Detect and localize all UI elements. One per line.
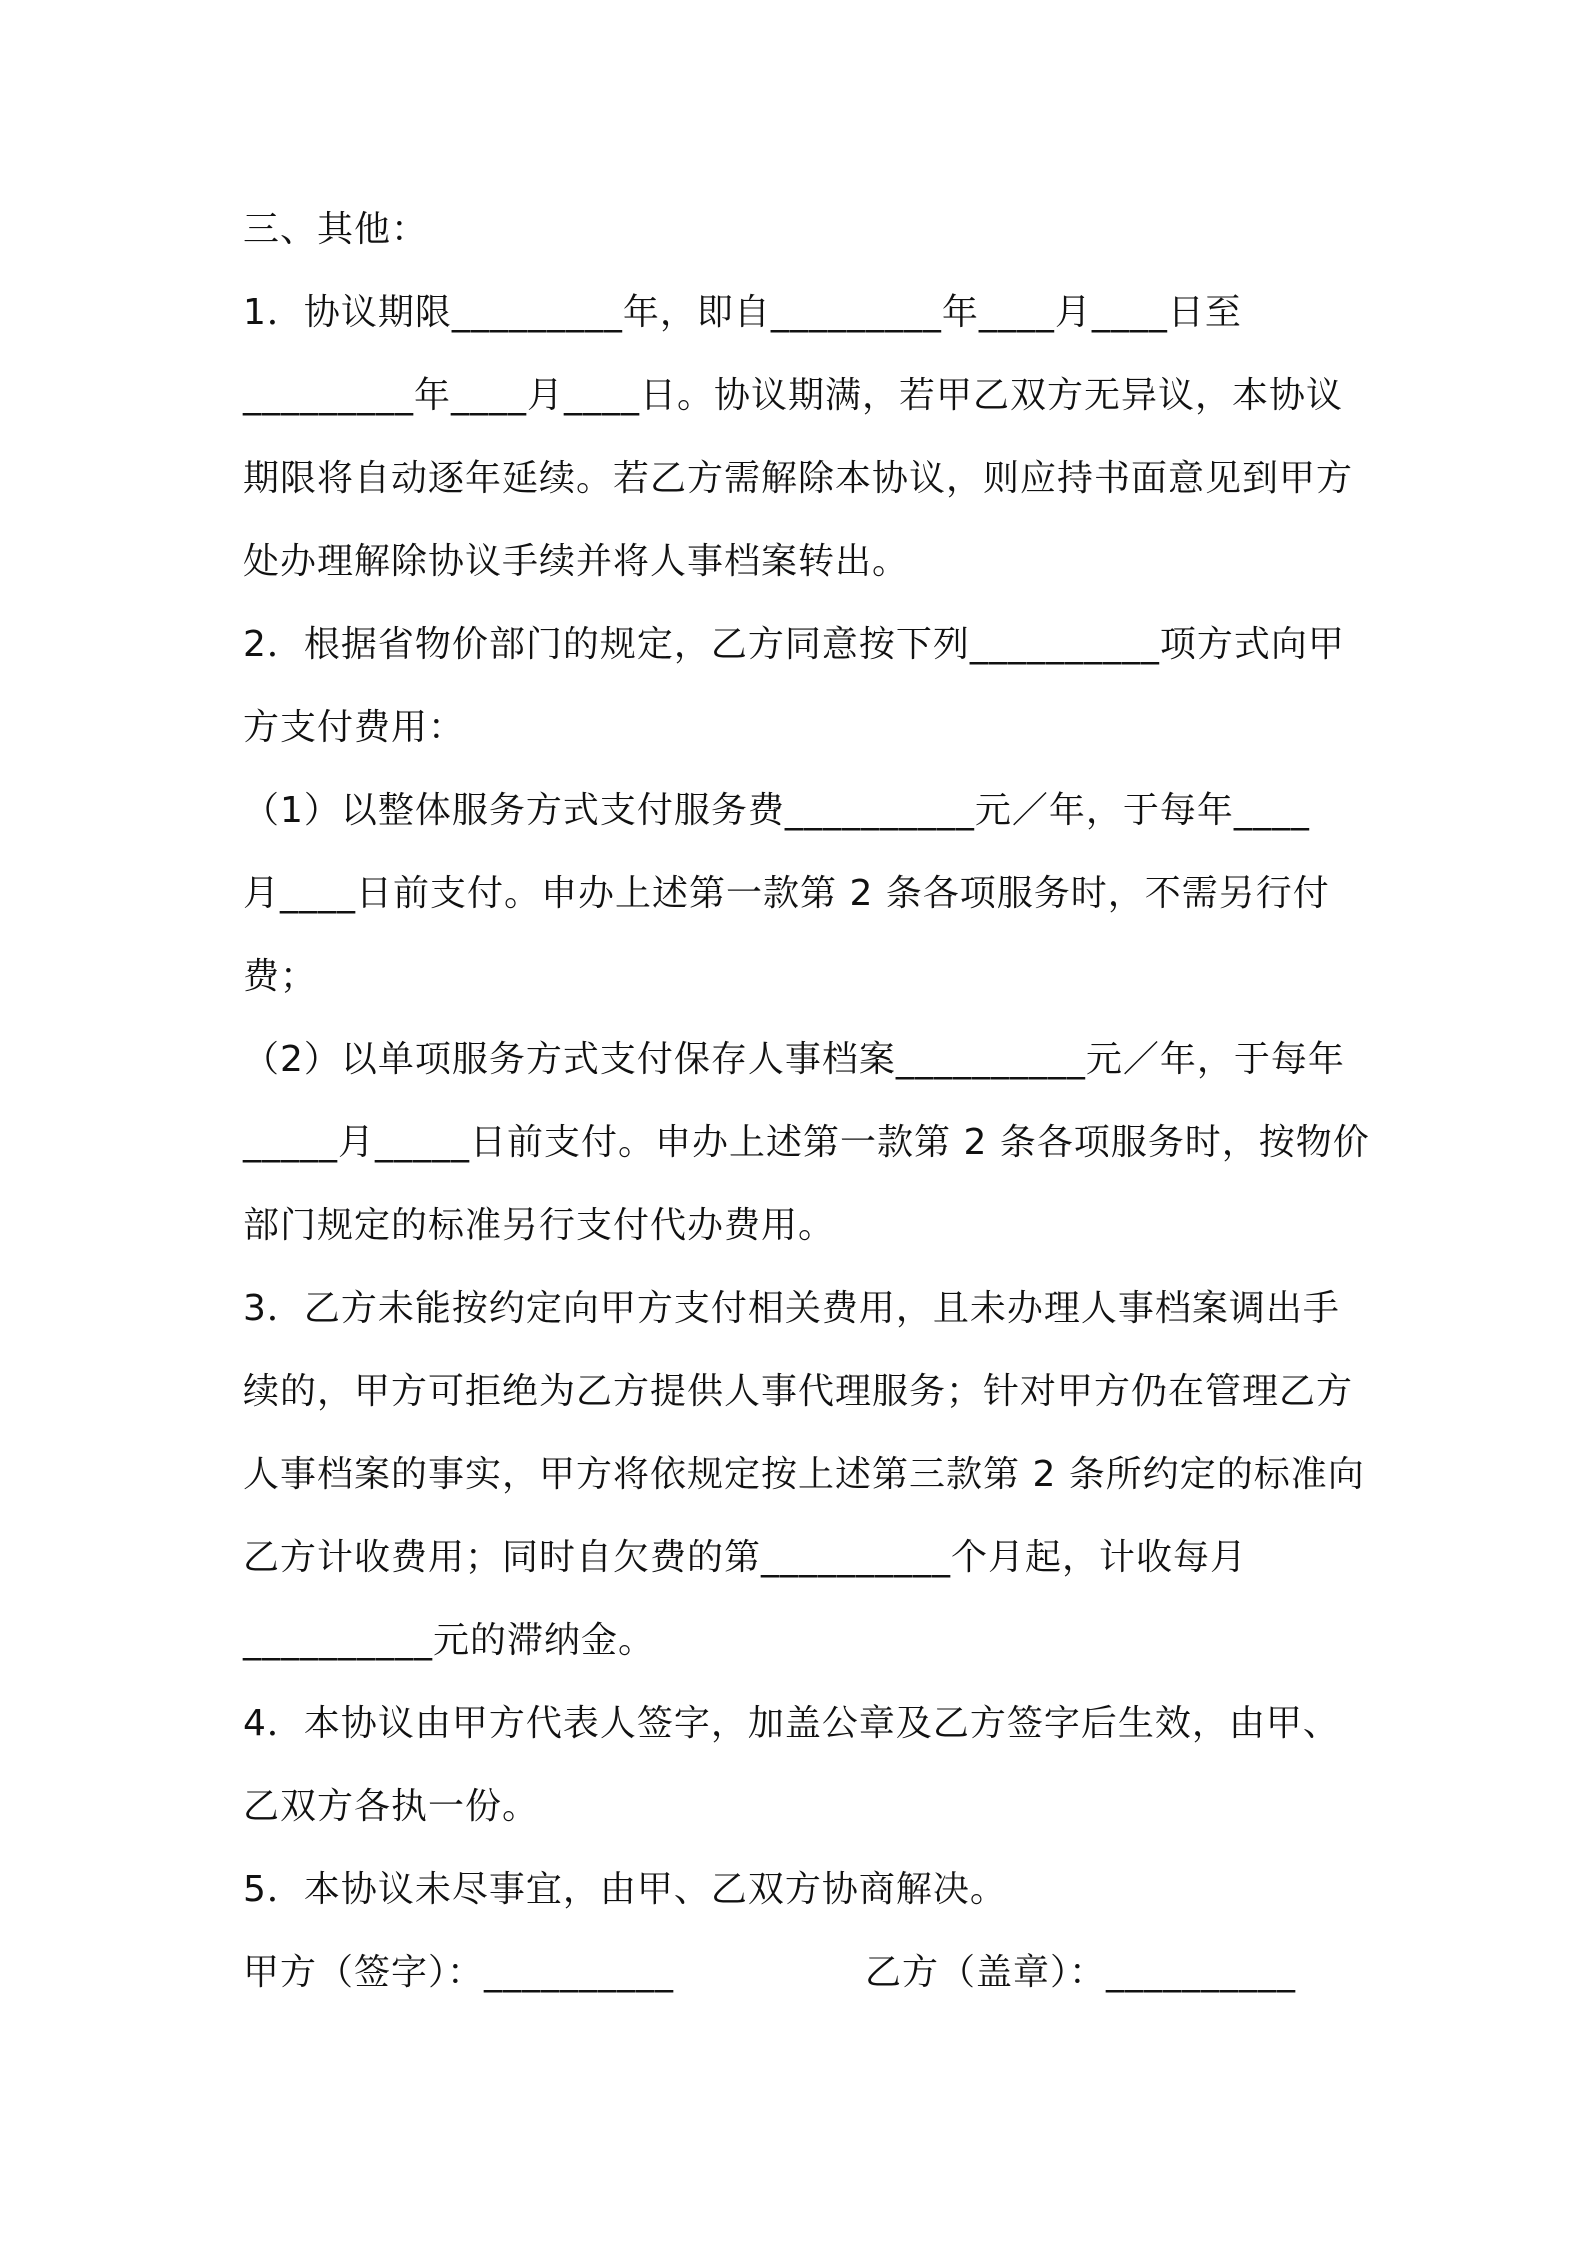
clause-4-line-1: 4．本协议由甲方代表人签字，加盖公章及乙方签字后生效，由甲、 bbox=[243, 1703, 1340, 1744]
clause-1-line-1: 1．协议期限_________年，即自_________年____月____日至 bbox=[243, 292, 1242, 333]
clause-1-line-4: 处办理解除协议手续并将人事档案转出。 bbox=[243, 541, 910, 582]
clause-5-line-1: 5．本协议未尽事宜，由甲、乙双方协商解决。 bbox=[243, 1869, 1007, 1910]
clause-2-line-1: 2．根据省物价部门的规定，乙方同意按下列__________项方式向甲 bbox=[243, 624, 1345, 665]
clause-2-option-1-line-1: （1）以整体服务方式支付服务费__________元／年，于每年____ bbox=[243, 790, 1310, 831]
clause-2-line-2: 方支付费用： bbox=[243, 707, 466, 748]
section-heading: 三、其他： bbox=[243, 209, 429, 250]
clause-4-line-2: 乙双方各执一份。 bbox=[243, 1786, 540, 1827]
clause-3-line-2: 续的，甲方可拒绝为乙方提供人事代理服务；针对甲方仍在管理乙方 bbox=[243, 1371, 1354, 1412]
clause-1-line-2: _________年____月____日。协议期满，若甲乙双方无异议，本协议 bbox=[243, 375, 1344, 416]
party-b-seal-line: 乙方（盖章）：__________ bbox=[865, 1952, 1297, 1993]
party-a-signature-line: 甲方（签字）：__________ bbox=[243, 1952, 675, 1993]
clause-2-option-2-line-3: 部门规定的标准另行支付代办费用。 bbox=[243, 1205, 836, 1246]
clause-3-line-1: 3．乙方未能按约定向甲方支付相关费用，且未办理人事档案调出手 bbox=[243, 1288, 1340, 1329]
clause-3-line-4: 乙方计收费用；同时自欠费的第__________个月起，计收每月 bbox=[243, 1537, 1248, 1578]
clause-1-line-3: 期限将自动逐年延续。若乙方需解除本协议，则应持书面意见到甲方 bbox=[243, 458, 1354, 499]
clause-3-line-3: 人事档案的事实，甲方将依规定按上述第三款第 2 条所约定的标准向 bbox=[243, 1454, 1365, 1495]
clause-3-line-5: __________元的滞纳金。 bbox=[243, 1620, 656, 1661]
clause-2-option-2-line-2: _____月_____日前支付。申办上述第一款第 2 条各项服务时，按物价 bbox=[243, 1122, 1370, 1163]
clause-2-option-1-line-3: 费； bbox=[243, 956, 318, 997]
clause-2-option-2-line-1: （2）以单项服务方式支付保存人事档案__________元／年，于每年 bbox=[243, 1039, 1345, 1080]
clause-2-option-1-line-2: 月____日前支付。申办上述第一款第 2 条各项服务时，不需另行付 bbox=[243, 873, 1330, 914]
